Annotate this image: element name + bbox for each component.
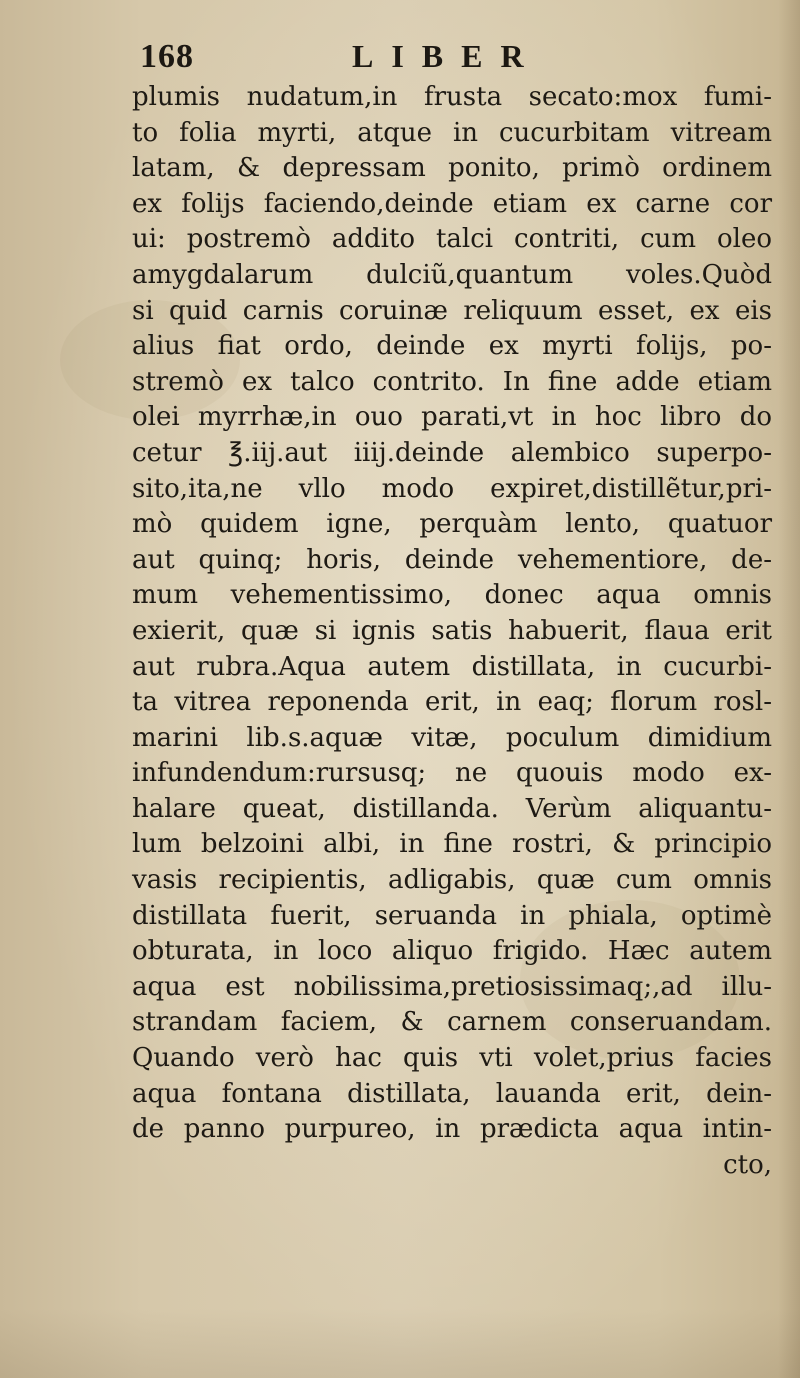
text-line: aqua fontana distillata, lauanda erit, dein- <box>132 1078 772 1109</box>
text-line: si quid carnis coruinæ reliquum esset, ex eis <box>132 295 772 326</box>
page-bottom-shadow <box>0 1308 800 1378</box>
text-line: mò quidem igne, perquàm lento, quatuor <box>132 509 772 540</box>
text-line: lum belzoini albi, in fine rostri, & principio <box>132 829 772 860</box>
text-line: marini lib.s.aquæ vitæ, poculum dimidium <box>132 722 772 753</box>
text-line: distillata fuerit, seruanda in phiala, optimè <box>132 900 772 931</box>
page-number: 168 <box>140 38 194 75</box>
text-line: exierit, quæ si ignis satis habuerit, flaua erit <box>132 615 772 646</box>
text-line: de panno purpureo, in prædicta aqua intin- <box>132 1114 772 1145</box>
text-line: Quando verò hac quis vti volet,prius facies <box>132 1043 772 1074</box>
text-line: plumis nudatum,in frusta secato:mox fumi- <box>132 82 772 112</box>
text-line: sito,ita,ne vllo modo expiret,distillẽtur,pri- <box>132 473 772 504</box>
text-line: to folia myrti, atque in cucurbitam vitream <box>132 117 772 148</box>
text-line: stremò ex talco contrito. In fine adde etiam <box>132 366 772 397</box>
text-line: strandam faciem, & carnem conseruandam. <box>132 1007 772 1038</box>
text-line: aqua est nobilissima,pretiosissimaq;,ad illu- <box>132 971 772 1002</box>
text-line: obturata, in loco aliquo frigido. Hæc autem <box>132 936 772 967</box>
text-line: vasis recipientis, adligabis, quæ cum omnis <box>132 865 772 896</box>
text-line: ex folijs faciendo,deinde etiam ex carne cor <box>132 188 772 219</box>
text-line: amygdalarum dulciũ,quantum voles.Quòd <box>132 259 772 290</box>
text-line: cetur ℥.iij.aut iiij.deinde alembico superpo- <box>132 437 772 468</box>
body-text <box>132 80 772 1183</box>
catchword: cto, <box>723 1149 772 1180</box>
text-line: ta vitrea reponenda erit, in eaq; florum rosl- <box>132 687 772 718</box>
text-line: olei myrrhæ,in ouo parati,vt in hoc libro do <box>132 402 772 433</box>
page-edge-shadow <box>778 0 800 1378</box>
text-line: alius fiat ordo, deinde ex myrti folijs, po- <box>132 331 772 362</box>
text-line: infundendum:rursusq; ne quouis modo ex- <box>132 758 772 789</box>
text-line: halare queat, distillanda. Verùm aliquantu- <box>132 793 772 824</box>
running-head: LIBER <box>352 38 542 74</box>
text-line: aut rubra.Aqua autem distillata, in cucurbi- <box>132 651 772 682</box>
text-line: ui: postremò addito talci contriti, cum oleo <box>132 224 772 255</box>
text-line: latam, & depressam ponito, primò ordinem <box>132 153 772 184</box>
text-line: mum vehementissimo, donec aqua omnis <box>132 580 772 611</box>
text-line: aut quinq; horis, deinde vehementiore, de- <box>132 544 772 575</box>
page-header <box>140 38 760 84</box>
